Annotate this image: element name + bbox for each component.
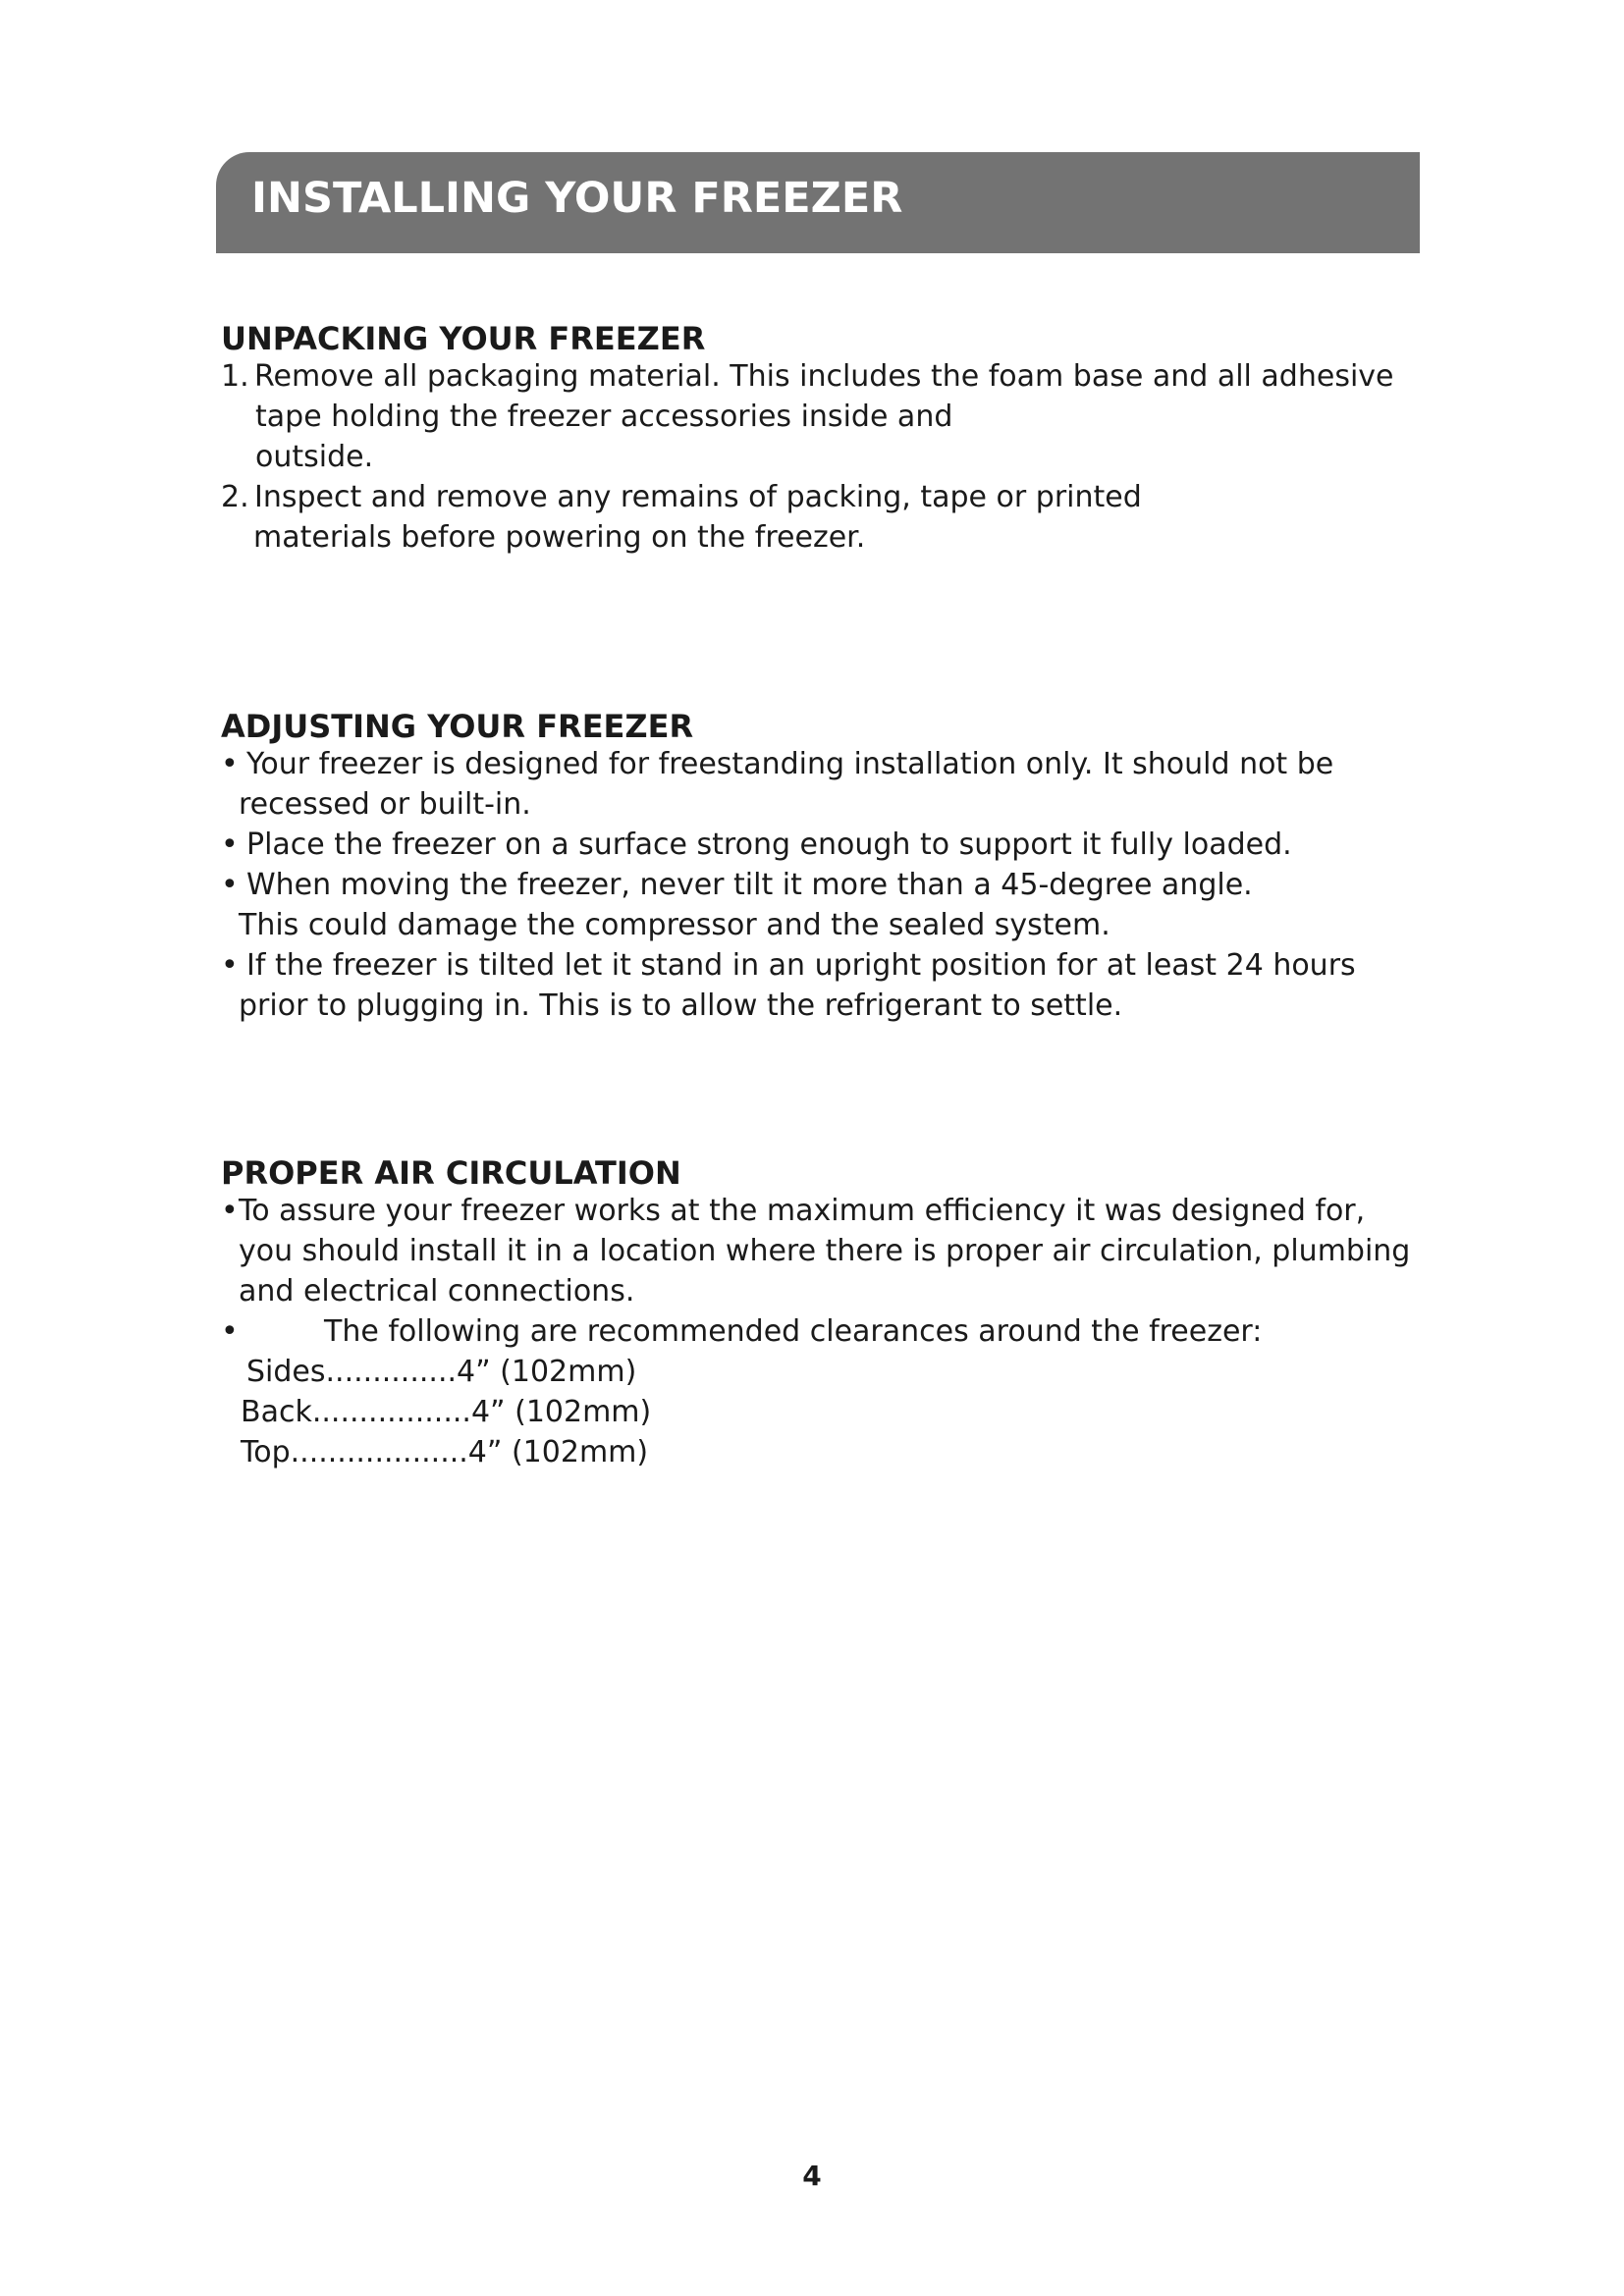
bullet-item-continuation: you should install it in a location where there is proper air circulation, plumbing — [239, 1234, 1411, 1268]
clearance-row-top: Top...................4” (102mm) — [241, 1435, 649, 1469]
bullet-item-continuation: recessed or built-in. — [239, 787, 531, 822]
bullet-item-text: Your freezer is designed for freestanding installation only. It should not be — [246, 747, 1334, 781]
list-item-continuation: materials before powering on the freezer. — [253, 520, 866, 555]
section-banner — [216, 152, 1420, 253]
bullet-item-text: The following are recommended clearances around the freezer: — [324, 1314, 1263, 1349]
bullet-item-text: To assure your freezer works at the maximum efficiency it was designed for, — [239, 1194, 1366, 1228]
unpacking-heading: UNPACKING YOUR FREEZER — [221, 320, 706, 357]
air-circulation-section — [221, 1153, 1429, 1472]
bullet-icon: • — [221, 828, 239, 862]
bullet-item — [221, 744, 1429, 784]
bullet-item-text: Place the freezer on a surface strong enough to support it fully loaded. — [246, 828, 1292, 862]
bullet-item-text: If the freezer is tilted let it stand in an upright position for at least 24 hours — [246, 948, 1356, 983]
adjusting-section — [221, 707, 1429, 1026]
list-item-text: Remove all packaging material. This includes the foam base and all adhesive — [254, 359, 1394, 394]
bullet-item-continuation: prior to plugging in. This is to allow the refrigerant to settle. — [239, 988, 1123, 1023]
list-item-continuation: tape holding the freezer accessories inside and — [255, 400, 953, 434]
list-item-text: Inspect and remove any remains of packing, tape or printed — [254, 480, 1142, 514]
bullet-item — [221, 865, 1429, 905]
bullet-icon: • — [221, 868, 239, 902]
unpacking-section — [221, 319, 1429, 558]
bullet-item — [221, 1191, 1429, 1231]
list-item-continuation: outside. — [255, 440, 374, 474]
bullet-icon: • — [221, 1314, 239, 1349]
clearance-row-back: Back.................4” (102mm) — [241, 1395, 652, 1429]
bullet-item — [221, 945, 1429, 986]
banner-title: INSTALLING YOUR FREEZER — [251, 174, 903, 223]
page-number: 4 — [802, 2160, 822, 2192]
bullet-item-continuation: This could damage the compressor and the sealed system. — [239, 908, 1110, 942]
list-item — [221, 356, 1429, 397]
bullet-item-continuation: and electrical connections. — [239, 1274, 635, 1308]
bullet-item-text: When moving the freezer, never tilt it more than a 45-degree angle. — [246, 868, 1253, 902]
list-marker: 2. — [221, 480, 249, 514]
clearance-row-sides: Sides..............4” (102mm) — [246, 1355, 637, 1389]
bullet-item — [221, 1311, 1429, 1352]
adjusting-heading: ADJUSTING YOUR FREEZER — [221, 708, 694, 745]
list-marker: 1. — [221, 359, 249, 394]
bullet-icon: • — [221, 747, 239, 781]
list-item — [221, 477, 1429, 517]
bullet-icon: • — [221, 948, 239, 983]
air-circulation-heading: PROPER AIR CIRCULATION — [221, 1154, 681, 1192]
bullet-item — [221, 825, 1429, 865]
bullet-icon: • — [221, 1194, 239, 1228]
